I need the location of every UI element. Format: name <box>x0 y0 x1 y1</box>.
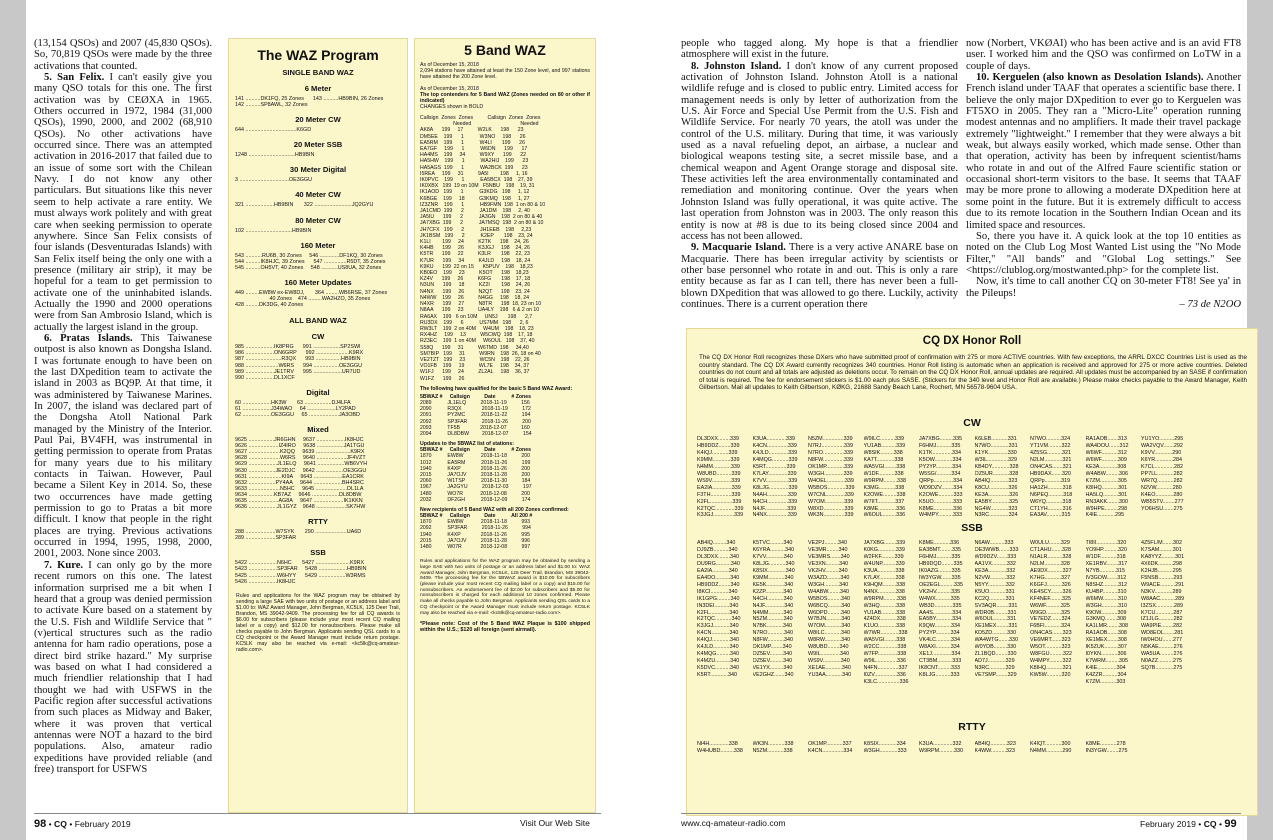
honor-roll-column: TI8II..............320 YO9HP..........320 W1DF...........318 XE1RBV........317 N7YB...........315 IV3GOW.......312 N8SHZ..........312 KU4BP..........310 W6MW..........310 W3GH...........310 K9OW...........309 G3KMQ........308 KA1LMR........308 RA1AOB.......308 XE1MEX.......308 IK5ZUK.........307 I0YKN...........306 K7WRM.........305 K4IE.............304 K4ZZR..........304 K7ZM...........303 <box>1085 540 1129 686</box>
footer-dot: • <box>48 819 52 829</box>
paragraph-text: There is a very active ANARE base on Macquarie. There has been irregular activity by scientists or other base personnel who rotate in and out. This is only a rare entity because as far as I can tell, there has never been a full-blown DXpedition that was allowed to go there. Luckily, activity continues. There is a current operation there <box>681 242 958 310</box>
updates-header: 5BWAZ # Callsign Date # Zones <box>420 447 531 454</box>
paragraph-text: Now, it's time to call another CQ on 30-meter FT8! See ya' in the Pileups! <box>966 276 1241 299</box>
waz-entry-line: 9628 .....................W6RS 9640 ....................JF4VZT <box>235 455 366 462</box>
paragraph-text: now (Norbert, VKØAI) who has been active and is an avid FT8 user. I worked him and the QSO was confirmed on LoTW in a couple of days. <box>966 38 1241 72</box>
waz-entry-line: 288 ....................W7SYK 290 .....................UA6D <box>235 529 362 536</box>
honor-roll-column: YU1YO..........295 WA2VQV.......292 K9VV............290 K6YR............284 K7CL.............282 PP7LL...........282 WR7Q...........282 N2VW...........280 K4EO............280 WB5STV........277 YO6HSU.......275 <box>1141 436 1184 512</box>
honor-roll-column: W0ULU........329 CT1AHU.......328 N1ALR..........328 N2LM...........328 AE9DX..........327 K7HG...........327 K6GFJ..........326 KE4SCY........326 KF4NEF........325 W6WF..........325 W9GD..........325 VE7EDZ.......324 F6BFI...........324 ON4CAS.......323 VE6MRT.......323 W5OT...........323 W8FGU.........322 W4MPY.........322 K8IHQ...........321 KW5W..........320 <box>1030 540 1072 679</box>
honor-roll-column: JA7XBG.........335 F6HMJ..........335 K1TK.............334 K5OW............334 PY2YP...........334 W5SG/..........334 QRPp.............334 WD9DZV........334 K2OWE..........333 K5UO.............333 K8ME.............336 W4MPY..........333 <box>919 436 963 519</box>
paragraph-text: So, there you have it. A quick look at the top 10 entities as noted on the Club Log Most Wanted List using the "No Mode Filter," "All bands" and "Global Log settings." See <https://clublog.org/mostwanted.php> for the complete list. <box>966 230 1241 276</box>
waz-entry-line: 985 ...................IK8PRG 991 ..................SP2SWI <box>235 344 361 351</box>
honor-roll-column: WK3N...........338 N5ZM...........338 <box>752 741 794 754</box>
waz-entry-line: 988 ......................W6RS 994 .................OE3GGU <box>235 362 363 369</box>
paragraph-lead: 8. Johnston Island. <box>691 60 782 72</box>
left-page-number: 98 <box>34 818 47 830</box>
rtty-heading: RTTY <box>958 721 986 733</box>
cw-heading: CW <box>963 417 981 429</box>
article-paragraph <box>966 38 1241 72</box>
cw-columns <box>697 436 1252 519</box>
waz-band-heading: 40 Meter CW <box>295 190 341 200</box>
article-column-3 <box>681 38 958 324</box>
honor-roll-column: K5TVC.........340 K6YRA..........340 K7VV............340 K8LJG...........340 K8SIX............340 K9MM...........340 KE5K............340 K2ZP............340 N4CH...........340 N4JF.............340 N4MM..........340 N5ZM...........340 N7BK...........340 N7RO...........340 N8FW...........340 OK1MP........340 OZ5EV.........340 OZ5EV.........340 VE1YX.........340 VE2GHZ.......340 <box>752 540 795 679</box>
article-paragraph <box>681 61 958 243</box>
honor-roll-column: N6AW..........333 OE3WWB.......333 WD9DZV.......333 AA1VX..........332 KE3A............332 N2VW...........332 N5YY............332 K5UO...........331 KC2Q...........331 SV3AQR........331 WDR0B.........331 W6OUL.........331 XE1MEX........331 KD5ZD..........330 WA4WTG.......330 W0YDB.........330 ZL1BQD........330 AD7J............329 N3RC...........329 VE7SMP........329 <box>974 540 1019 679</box>
article-paragraph <box>681 38 958 61</box>
honor-roll-column: 4Z5FL/M.......302 K7SAM.........301 KA8YYZ.........301 4X6DK..........298 K2HJB..........295 F5NSB..........293 W9ACE..........291 N3KV............289 W8AAC..........289 I3ZSX............289 K7CU............287 IZ1JLG..........282 WA9PIE........282 WD8EOL.......281 IW0HOU.......277 N5KAE..........276 WA5UA.........276 N0AZZ..........275 SQ7B............275 <box>1141 540 1185 672</box>
footer-dot: • <box>69 819 73 829</box>
paragraph-text: I can only go by the more recent rumors on this one. The latest information surprised me a bit when I heard that a group was denied permission to activate Kure based on a statement by the U.S. Fish and Wildlife Service that "(v)ertical structures such as the radio antenna for ham radio operations, pose a direct bird strike hazard." My surprise was based on what I had considered a much friendlier relationship that I had thought we had with USFWS in the Pacific region after successful activations from such places as Midway and Baker, where it was proven that vertical antennas were NOT a hazard to the bird populations. Also, amateur radio expeditions have provided reliable (and free) transport for USFWS <box>34 559 212 775</box>
article-paragraph <box>34 333 212 560</box>
footer-url[interactable]: www.cq-amateur-radio.com <box>681 818 786 828</box>
asof-2: As of December 15, 2018 <box>420 86 479 92</box>
paragraph-lead: 5. San Felix. <box>44 72 105 84</box>
waz-entry-line: 1248 ...............................HB9BIN <box>235 152 315 159</box>
honor-roll-column: K3UA.............332 W9RPM..........330 <box>919 741 964 754</box>
paragraph-text: This Taiwanese outpost is also known as Dongsha Island. I was fortunate enough to have been on the last DXpedition team to activate the island in 2003 as BQ9P. At that time, it was administered by Taiwanese Marines. In 2007, the island was declared part of the Dongsha Atoll National Park managed by the Ministry of the Interior. Paul Pai, BV4FH, was instrumental in getting permission to operate from Pratas for many years due to his military contacts in Taiwan. However, Paul became a Silent Key in 2014. So, these two occurrences have made getting permission to go to Pratas a bit more difficult. I know that people in the right places are trying. Previous activations occurred in 1994, 1995, 1998, 2000, 2001, 2003. None since 2003. <box>34 332 212 560</box>
waz-all-band-list <box>229 332 407 585</box>
footer-mag: CQ <box>1203 819 1217 829</box>
honor-roll-column: OK1MP...........337 K4CN..............334 <box>808 741 853 754</box>
honor-roll-column: N5ZM..............339 N7RJ...............339 N7RO..............339 N8FW..............339 OK1MP............339 W3GH.............339 W4OEL............339 W5BOS............339 W7CNL............339 W7OM.............339 W8XD..............339 WK3N..............339 <box>808 436 855 519</box>
honor-roll-column: DL3DXX........339 HB9DDZ........339 K4IQJ...........339 K9MM............339 N4MM............339 W8UBD..........339 WS9V.............339 EA2IA.............339 F3TH..............339 K2FL...............339 K2TQC.............339 K3JGJ..............339 <box>697 436 744 519</box>
paragraph-text: Another French island under TAAF that operates a scientific base there. I believe the only major DXpedition to ever go to Kerguelen was FT5XO in 2005. They ran a "Micro-Lite" operation running modest antennas and no amplifiers. It made their travel package extremely "lightweight." I remember that they were always a bit weak, but always easily worked, which made sense. Other than that operation, activity has been by infrequent scientist/hams who rotate in and out of the Alfred Faure scientific station or occasional short-term visitors to the base. It seems that TAAF may be more prone to allowing a moderate DXpedition here at some point in the future. But it is extremely difficult to access due to its remote location in the Southern Indian Ocean and its limited space and resources. <box>966 72 1241 231</box>
waz-rules-text: Rules and applications for the WAZ program may be obtained by sending a large SAE with two units of postage or an address label and $1.00 to: WAZ Award Manager, John Bergman, KC5LK, 125 Deer Trail, Brandon, MS 39042-9409. The processing fee for all CQ awards is $6.00 for subscribers (please include your most recent CQ mailing label or a copy) and $12.00 for nonsubscribers. Please make all checks payable to John Bergman. Applicants sending QSL cards to a CQ checkpoint or the Award Manager must include return postage. KC5LK may also be reached via e-mail: <kc5lk@cq-amateur-radio.com>. <box>236 592 400 653</box>
article-paragraph <box>34 38 212 72</box>
waz-entry-line: 9630 ..................JE2DJC 9642 ..................OE3GGU <box>235 467 367 474</box>
paragraph-lead: 9. Macquarie Island. <box>691 242 786 254</box>
waz-band-heading: Mixed <box>307 425 329 435</box>
waz-entry-line: 9636 ...................JL1GYZ 9648 ....................SK7HW <box>235 504 366 511</box>
article-column-1 <box>34 38 212 810</box>
paragraph-text: I don't know of any current proposed activation of Johnston Island. Johnston Atoll is a national wildlife refuge and is closed to public entry. Limited access for management needs is only by letter of authorization from the U.S. Air Force and Special Use Permit from the U.S. Fish and Wildlife Service. For nearly 70 years, the atoll was under the control of the U.S. military. During that time, it was variously used as a naval refueling depot, an airbase, a nuclear and biological weapons testing site, a secret missile base, and a chemical weapon and Agent Orange storage and disposal site. These activities left the area environmentally contaminated and remediation and monitoring continue. Over the years when Johnston Island was fully operational, it was quite active. The last operation from Johnston was in 2003. The only reason this entity is now at #8 is due to its being closed since 2004 and access has not been allowed. <box>681 60 958 242</box>
waz-band-heading: SSB <box>310 548 326 558</box>
waz-entry-line: 3 .................................OE3GGU <box>235 177 312 184</box>
waz-band-heading: 160 Meter Updates <box>284 277 352 287</box>
waz-band-heading: 20 Meter CW <box>295 115 341 125</box>
basic-table: 2089 JL1ELQ 2018-11-19 156 2090 R3QX 2018-11-19 172 2091 PY2MC 2018-11-22 194 2092 SP3FAR 2018-11-26 200 2093 TF5B 2018-12-07 160 2094 DL8DBW 2018-12-07 154 <box>420 399 532 437</box>
waz-entry-line: 62 ...................OE3GGU 65 ....................JA3OBD <box>235 411 360 418</box>
honor-roll-column: K4IQT...........300 N4MM...........290 <box>1030 741 1072 754</box>
honor-roll-intro: The CQ DX Honor Roll recognizes those DXers who have submitted proof of confirmation with 275 or more ACTIVE countries. With few exceptions, the ARRL DXCC Countries List is used as the country standard. The CQ DX Award currently recognizes 340 countries. Honor Roll listing is automatic when an application is received and approved for 275 or more active countries. Deleted countries do not count and all totals are adjusted as deletions occur. To remain on the CQ DX Honor Roll, annual updates are required. All updates must be accompanied by an SASE if confirmation of total is required. The fee for endorsement stickers is $1.00 each plus SASE. (Stickers for the 340 level and Honor Roll are available.) Please make checks payable to the Award Manager, Keith Gilbertson. Mail all updates to Keith Gilbertson, KØKG, 21688 Sandy Beach Lane, Rochert, MN 56578-9604 USA. <box>699 354 1247 392</box>
waz-entry-line: 141 ..........DK1FQ, 25 Zones 143 ..........HB9BIN, 26 Zones <box>235 96 384 102</box>
footer-dot: • <box>1198 819 1202 829</box>
honor-roll-box <box>686 328 1258 816</box>
article-paragraph <box>34 560 212 776</box>
honor-roll-column: W9ILC..........339 YU1AB..........339 W8SIK.........338 KA7T............338 WA5VGI........338 W1DF...........338 W9RPM.........338 K3MG...........338 K2OWE.........338 W7IIT............337 K8ME............336 W6OUL.........336 <box>863 436 907 519</box>
single-band-heading: SINGLE BAND WAZ <box>282 68 354 77</box>
waz-entry-line: 60 ...................HK3W 63 ..................DJ4LFA <box>235 399 351 406</box>
honor-roll-column: JA7XBG........339 K0KG............339 W2FKF.........339 W4UNP.........339 K3UA............338 K7LAY...........338 K9HQM.........338 N4NX............338 W9RPM.........338 W3HQ...........338 YU1AB..........338 4Z4DX...........338 K1UO............338 W7WR............338 WA5VGI........338 W2CC............338 W7FP.............338 W9IL..............336 N4FN..............337 I0ZV...............336 K3LC...............336 <box>863 540 909 686</box>
honor-roll-column: AB4IQ.........340 DJ9ZB..........340 DL3DXX........340 DU9RG..........340 EA2IA...........340 EA4DO..........340 HB9DDZ........340 I8KCI............340 IK1GPG.........340 IN3DEI..........340 K2FL.............340 K2TQC...........340 K3JGJ...........340 K4CN............340 K4IQJ............340 K4JLD...........340 K4MQG.........340 K4MZU..........340 K5DVC..........340 K5RT............340 <box>697 540 741 679</box>
waz-entry-line: 9633 .....................N5HC 9645 .....................DL1LA <box>235 485 364 492</box>
footer-date: February 2019 <box>1140 819 1196 829</box>
article-paragraph <box>681 242 958 310</box>
right-page-number: 99 <box>1224 818 1237 830</box>
left-footer-rule <box>34 813 601 814</box>
honor-roll-column: AB4IQ...........323 K4WW..........323 <box>974 741 1016 754</box>
honor-roll-column: K8SIX............334 W3GH............333 <box>863 741 907 754</box>
new-200-heading: New recipients of 5 Band WAZ with all 200 Zones confirmed: <box>420 506 569 513</box>
waz-band-heading: 80 Meter CW <box>295 215 341 225</box>
updates-heading: Updates to the 5BWAZ list of stations: <box>420 441 514 448</box>
waz-entry-line: 102 ...............................HB9BIN <box>235 227 312 234</box>
waz-band-heading: RTTY <box>308 517 328 527</box>
five-band-intro: 2,094 stations have attained at least the 150 Zone level, and 997 stations have attained the 200 Zone level. <box>420 68 590 80</box>
basic-header: 5BWAZ # Callsign Date # Zones <box>420 393 531 400</box>
right-page-footer <box>1140 818 1237 830</box>
contenders-table: AK8A 199 17 W2LK 198 23 DM5EE 199 1 W3NO 198 26 EA5RM 199 1 W4LI 199 26 EA7GF 199 1 W6DN 199 17 HA4MS 199 34 W9XY 199 22 HA5HW 199 1 WA2HIJ 199 23 HA5AGS 199 1 WA2BCK 199 23 I5REA 199 31 9A5I 198 1, 16 IK0PVC 199 1 EA5BCX 198 27, 39 IK0XBX 199 19 on 10M F5NBU 198 19, 31 IK1AOD 199 1 G3KDG 198 1, 12 K6BGE 199 18 G3KMQ 198 1, 27 IZ3ZNR 199 1 HB9FMN 198 1 on 80 & 10 JA1CMD 199 2 JA1DM 198 2, 40 JA5IU 199 2 JA3GN 198 2 on 80 & 40 JA7XBG 199 2 JA7MSQ 198 2 on 80 & 10 JH7CFX 199 2 JH1EEB 198 2,23 JK1BSM 199 2 K2EP 198 23, 24 K1LI 199 24 K2TK 198 24, 26 K4HB 199 26 K3JGJ 198 24, 26 K5TR 199 22 K3LR 198 22, 23 K7UR 199 34 K4JLD 198 18, 24 K9KU 199 22 on 15 K5PUV 198 18,23 KB0EO 199 23 K5OT 198 18,23 KZ4V 199 26 K6FG 198 17, 18 N3UN 199 18 KZ2I 198 24, 26 N4NX 199 26 N2QT 198 23, 24 N4WW 199 26 N4GG 198 18, 24 N4XR 199 27 N8TR 198 18, 23 on 10 N8AA 199 23 UA4LY 198 6 & 2 on 10 RA6AX 199 6 on 10M UN5J 198 2,7 RU3DX 199 6 US7MM 198 2, 6 RW3LT 199 2 on 40M W4UM 198 18, 23 RX4HZ 199 13 W5CWQ 198 17, 18 RZ3EC 199 1 on 40M W6OUL 198 37, 40 S58Q 199 31 W6TMD 198 34,40 SM7BIP 199 31 W9RN 198 26, 18 on 40 VE2TZT 199 23 WC5N 198 22, 26 VO1FB 199 19 WL7E 198 34, 37 W1FJ 199 24 ZL2AL 198 36, 37 W1FZ 199 26 <box>420 127 546 382</box>
waz-title: The WAZ Program <box>257 47 379 63</box>
paragraph-text: people who tagged along. My hope is that a friendlier atmosphere will exist in the future. <box>681 38 958 61</box>
changes-note: CHANGES shown in BOLD <box>420 104 484 110</box>
waz-entry-line: 9635 ....................AG8A 9647 ....................IK1KKN <box>235 498 363 504</box>
waz-program-box <box>228 38 408 813</box>
honor-roll-column: K8ME...........278 IN3YGW........275 <box>1085 741 1128 754</box>
footer-date: February 2019 <box>74 819 131 829</box>
waz-band-heading: Digital <box>306 387 330 397</box>
honor-roll-column: NI4H.............338 W4HUBD.........338 <box>697 741 743 754</box>
waz-entry-line: 449 .........EW8W ex-EW8DJ, 364 .........WB6RSE, 37 Zones <box>235 289 388 296</box>
new-200-header: 5BWAZ # Callsign Date All 200 # <box>420 512 533 519</box>
waz-entry-line: 9632 ..................PY4AA 9644 ...................BH4SRC <box>235 479 364 486</box>
waz-entry-line: 9631 ......................KI9A 9643 ...................EA1CRK <box>235 473 364 480</box>
waz-entry-line: 5423 ...................SP3FAR 5428 ...................HB9BIN <box>235 566 367 573</box>
waz-entry-line: 544 ..........IK8HJC, 39 Zones 547 ...............R5DT, 35 Zones <box>235 258 386 265</box>
waz-entry-line: 644 ..................................K6GD <box>235 127 312 134</box>
honor-roll-column <box>1141 741 1197 755</box>
article-paragraph <box>966 276 1241 299</box>
honor-roll-column: N7WO..........324 YT1VM.........322 4Z5SG..........321 N2LM............321 ON4CAS.......321 HB9DAX.......320 QRPp...........319 HA1ZH..........318 N6PEQ..........318 W6YQ...........318 CT1YH..........316 EA3AV..........315 <box>1030 436 1073 519</box>
paragraph-lead: 10. Kerguelen (also known as Desolation Islands). <box>976 72 1204 84</box>
waz-single-band-list <box>229 84 407 308</box>
right-footer-rule <box>681 813 1241 814</box>
ssb-columns <box>697 540 1252 686</box>
waz-entry-line: 987 ........................R3QX 993 .................HB9BIN <box>235 356 361 363</box>
waz-entry-line: 543 ...........RU6B, 30 Zones 546 .............DF1KQ, 30 Zones <box>235 252 383 259</box>
waz-band-heading: 160 Meter <box>300 240 336 250</box>
five-band-waz-box <box>414 38 596 813</box>
waz-entry-line: 9625 .................JR6GHN 9637 ...................IK8HJC <box>235 437 364 444</box>
waz-entry-line: 40 Zones 474 .........WA2HZO, 35 Zones <box>235 296 371 303</box>
contenders-header: Callsign Zones Zones Callsign Zones Zones Needed Needed <box>420 115 541 128</box>
left-page-footer <box>34 818 131 830</box>
author-signature: – 73 de N2OO <box>1179 298 1241 310</box>
asof-1: As of December 15, 2018 <box>420 62 479 68</box>
honor-roll-title: CQ DX Honor Roll <box>922 335 1022 347</box>
honor-roll-column: RA1AOB.......313 WA4DOU.......312 W6WF...........312 W6WF...........309 KE3A............308 W4ABW.........306 K7ZM............305 K8IHQ...........301 HA5LQ..........301 RN3AKK........300 W9HPE.........298 K4IE............295 <box>1085 436 1129 519</box>
paragraph-text: I can't easily give you many QSO totals for this one. The first activation was by CEØXA in 1965. Others occurred in 1972, 1984 (31,000 QSOs), 1990, 2000, and 2002 (68,910 QSOs). No other activations have occurred since. There was an attempted activation in 2016-2017 that failed due to an issue of some sort with the Chilean Navy. I do not know any other particulars. But situations like this never seem to help activate a rare entity. We must always work politely and with great care when seeking permission to operate anywhere. Since San Felix consists of four islands (Desventuradas Islands) with San Felix itself being the only one with a presence (military air strip), it may be hopeful for a team to get permission to activate one of the uninhabited islands. Actually the 1990 and 2000 operations were from San Ambrosio Island, which is actually the largest island in the group. <box>34 72 212 333</box>
top-contenders-heading: The top contenders for 5 Band WAZ (Zones needed on 80 or other if indicated) <box>420 92 590 104</box>
honor-roll-column: K6LEB...........331 N7WO............331 K1YK.............330 W3IL..............329 KB4DY............328 OZ5UR...........328 AB4IQ............323 K8CU.............326 KE3A..............326 EA5BY............325 NG4W............323 N3RC.............324 <box>974 436 1019 519</box>
rtty-columns <box>697 741 1252 755</box>
waz-entry-line: 5425 ...................W6HYY 5429 ..................W3RMS <box>235 572 366 579</box>
waz-entry-line: 289 ....................SP3FAR <box>235 535 297 542</box>
five-band-title: 5 Band WAZ <box>464 42 546 58</box>
article-column-4 <box>966 38 1241 324</box>
waz-band-heading: 30 Meter Digital <box>289 165 347 175</box>
waz-entry-line: 9629 ...................JL1ELQ 9641 ..................WB6VYH <box>235 461 368 468</box>
waz-entry-line: 986 ...................ON6GRP 992 ......................K9RX <box>235 350 364 357</box>
paragraph-lead: 6. Pratas Islands. <box>44 332 133 344</box>
waz-entry-line: 990 ...................DL1XCF <box>235 374 295 381</box>
waz-entry-line: 61 ...................J34WAO 64 ...................LY2PAD <box>235 405 356 412</box>
paragraph-lead: 7. Kure. <box>44 559 84 571</box>
footer-mag: CQ <box>54 819 67 829</box>
waz-entry-line: 142 ..........SP8AWL, 32 Zones <box>235 102 308 109</box>
waz-entry-line: 989 ...................JE1TRV 995 ...................UR7UD <box>235 368 361 375</box>
waz-band-heading: CW <box>311 332 325 342</box>
new-200-table: 1870 EW8W 2018-11-18 993 2092 SP3FAR 2018-11-26 994 1940 K4XP 2018-11-26 995 2015 JA7OJV 2018-11-28 996 1480 W07R 2018-12-08 997 <box>420 519 531 550</box>
left-gutter <box>0 0 26 840</box>
article-paragraph <box>966 231 1241 276</box>
waz-entry-line: 5426 ...................IK8HJC <box>235 578 296 585</box>
waz-entry-line: 9634 .................KB7AZ 9646 ..................DL8DBW <box>235 491 362 498</box>
five-band-rules: Rules and applications for the WAZ program may be obtained by sending a large SAE with two units of postage or an address label and $1.00 to: WAZ Award Manager, John Bergman, KC5LK, 125 Deer Trail, Brandon, MS 39042-9409. The processing fee for the 5BWAZ award is $10.00 for subscribers (please include your most recent CQ mailing label or a copy) and $15.00 for nonsubscribers. An endorsement fee of $2.00 for subscribers and $5.00 for nonsubscribers is charged for each additional 10 zones confirmed. Please make all checks payable to John Bergman. Applicants sending QSL cards to a CQ checkpoint or the Award Manager must include return postage. KC5LK may also be reached via e-mail: <kc5lk@cq-amateur-radio.com>. <box>420 559 590 616</box>
plaque-notice: *Please note: Cost of the 5 Band WAZ Plaque is $100 shipped within the U.S.; $120 all foreign (sent airmail). <box>420 621 590 634</box>
waz-band-heading: 6 Meter <box>304 84 332 93</box>
honor-roll-column: K3UA.............339 K4CN..............339 K4JLD.............339 K4MQG...........339 K5RT..............339 K7LAY.............339 K7VV...............339 K8LJG.............339 N4AH..............339 N4CH..............339 N4JF...............339 N4NX..............339 <box>752 436 798 519</box>
waz-entry-line: 9627 .....................K2QQ 9639 .......................K9RX <box>235 449 365 456</box>
article-paragraph <box>966 72 1241 231</box>
waz-entry-line: 321 ...................HB9BIN 322 .........................JQ2GYU <box>235 202 374 209</box>
updates-table: 1870 EW8W 2018-11-18 200 1012 EA5RM 2018-11-26 199 1940 K4XP 2018-11-26 200 2015 JA7OJV 2018-11-28 200 2060 W1TSP 2018-11-30 184 1967 JA2GYU 2018-12-03 197 1480 WO7R 2018-12-08 200 2032 DF2GH 2018-12-09 174 <box>420 453 532 503</box>
all-band-heading: ALL BAND WAZ <box>289 316 347 326</box>
footer-dot: • <box>1218 819 1222 829</box>
honor-roll-column: K8ME...........336 EA3BMT........335 F6HMJ..........335 HB9DQD........335 IK0AZG.........335 IW3YGW.......335 OE2EGL.........335 VK2HV..........335 W4WX..........335 WB3D............335 AA4S.............334 EA5BY...........334 K9QW...........334 PY2YP..........334 VK4LC..........334 W8AXI..........334 XE1J.............334 CT3BM..........333 IK8CNT.........333 K8LJG..........333 <box>919 540 964 679</box>
footer-website-tag: Visit Our Web Site <box>520 818 590 828</box>
paragraph-text: (13,154 QSOs) and 2007 (45,830 QSOs). So, 70,819 QSOs were made by the three activations that counted. <box>34 38 212 72</box>
waz-entry-line: 9626 ....................IZ4IRO 9638 ..................JA1TGU <box>235 443 365 450</box>
waz-entry-line: 5422 ...................N6HC 5427 .......................K9RX <box>235 560 365 567</box>
waz-entry-line: 428 .........DK3DG, 40 Zones <box>235 302 304 309</box>
waz-band-heading: 20 Meter SSB <box>293 140 343 150</box>
honor-roll-column: VE2PJ.........340 VE3MR........340 VE3MRS.......340 VE3XN.........340 VK2HV.........340 W3AZD.........340 W3GH..........340 W4ABW........340 W5BOS.........340 W6BCQ.........340 W6DPD.........340 W7BJN..........340 W7OM...........340 W8ILC...........340 W8RW...........340 W8UBD........340 W9IL.............340 WS9V............340 XE1AE...........340 YU3AA...........340 <box>808 540 852 679</box>
ssb-heading: SSB <box>961 522 983 534</box>
basic-qualified-heading: The following have qualified for the basic 5 Band WAZ Award: <box>420 385 573 392</box>
waz-entry-line: 545 ..........OH5VT, 40 Zones 548 ...........US8UA, 32 Zones <box>235 264 382 271</box>
article-paragraph <box>34 72 212 333</box>
